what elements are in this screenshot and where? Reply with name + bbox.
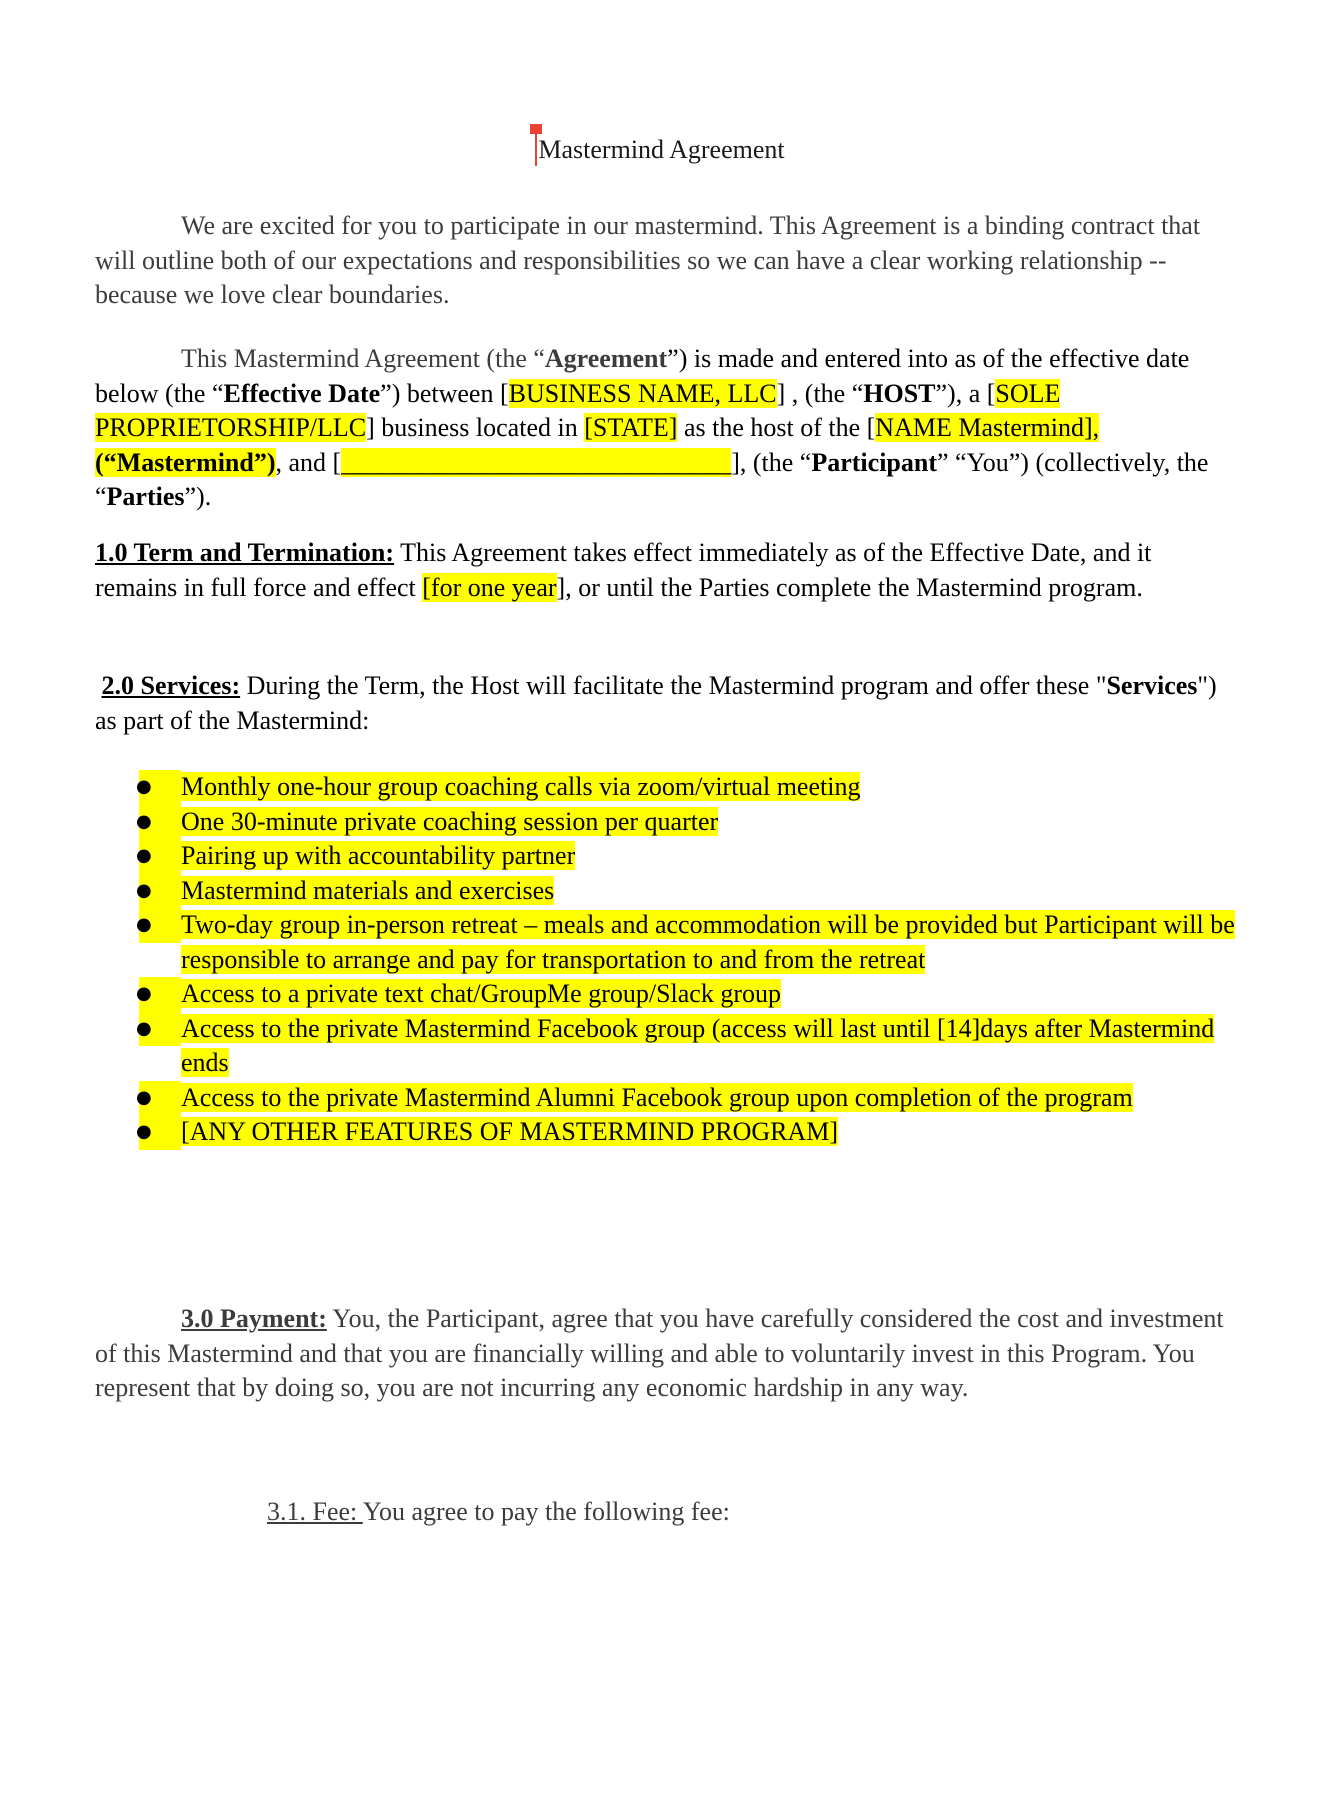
fee-clause: 3.1. Fee: You agree to pay the following fee:: [267, 1497, 730, 1526]
bullet-icon: ●: [139, 1115, 181, 1150]
participant-name-blank: ______________________________: [341, 447, 732, 477]
preamble-paragraph: This Mastermind Agreement (the “Agreement”) is made and entered into as of the effective date below (the “Effective Date”) between [BUSINESS NAME, LLC] , (the “HOST”), a [SOLE PROPRIETORSHIP/LLC] business located in [STATE] as the host of the [NAME Mastermind], (“Mastermind”), and [______________________________], (the “Participant” “You”) (collectively, the “Parties”).: [95, 344, 1209, 511]
list-item: ● Pairing up with accountability partner: [95, 839, 1235, 874]
bullet-icon: ●: [139, 977, 181, 1012]
bullet-icon: ●: [139, 770, 181, 805]
list-item: ● Access to the private Mastermind Alumni Facebook group upon completion of the program: [95, 1081, 1235, 1116]
section-heading: 2.0 Services:: [101, 671, 241, 700]
bullet-icon: ●: [139, 908, 181, 943]
list-item: ● One 30-minute private coaching session per quarter: [95, 805, 1235, 840]
list-item: ● Access to a private text chat/GroupMe group/Slack group: [95, 977, 1235, 1012]
comment-cursor-icon[interactable]: [535, 130, 537, 166]
section-payment: 3.0 Payment: You, the Participant, agree that you have carefully considered the cost and investment of this Mastermind and that you are financially willing and able to voluntarily invest in this Program. You represent that by doing so, you are not incurring any economic hardship in any way.: [95, 1304, 1224, 1402]
business-name-placeholder: BUSINESS NAME, LLC: [508, 378, 777, 408]
bullet-icon: ●: [139, 874, 181, 909]
section-term-termination: 1.0 Term and Termination: This Agreement takes effect immediately as of the Effective Date, and it remains in full force and effect [for one year], or until the Parties complete the Mastermind program.: [95, 538, 1152, 602]
list-item: ● Access to the private Mastermind Facebook group (access will last until [14]days after Mastermind ends: [136, 1013, 1215, 1077]
document-title: Mastermind Agreement: [0, 130, 1320, 168]
list-item: ● Monthly one-hour group coaching calls via zoom/virtual meeting: [95, 770, 1235, 805]
list-item: ● Two-day group in-person retreat – meals and accommodation will be provided but Participant will be responsible to arrange and pay for transportation to and from the retreat: [136, 910, 1235, 974]
list-item: ● Mastermind materials and exercises: [95, 874, 1235, 909]
list-item: ● [ANY OTHER FEATURES OF MASTERMIND PROGRAM]: [95, 1115, 1235, 1150]
bullet-icon: ●: [139, 1012, 181, 1047]
state-placeholder: [STATE]: [584, 413, 678, 442]
intro-paragraph: We are excited for you to participate in our mastermind. This Agreement is a binding contract that will outline both of our expectations and responsibilities so we can have a clear working relationship -- because we love clear boundaries.: [95, 211, 1201, 309]
bullet-icon: ●: [139, 1081, 181, 1116]
section-services: 2.0 Services: During the Term, the Host will facilitate the Mastermind program and offer these "Services") as part of the Mastermind:: [95, 671, 1217, 735]
bullet-icon: ●: [139, 839, 181, 874]
services-list: [95, 770, 1235, 1150]
mastermind-name-placeholder: NAME Mastermind],: [875, 413, 1100, 442]
entity-type-placeholder: SOLE PROPRIETORSHIP/LLC: [95, 378, 1061, 442]
duration-placeholder: [for one year: [422, 572, 557, 602]
section-heading: 3.0 Payment:: [181, 1304, 327, 1333]
section-heading: 1.0 Term and Termination:: [95, 538, 395, 567]
bullet-icon: ●: [139, 805, 181, 840]
